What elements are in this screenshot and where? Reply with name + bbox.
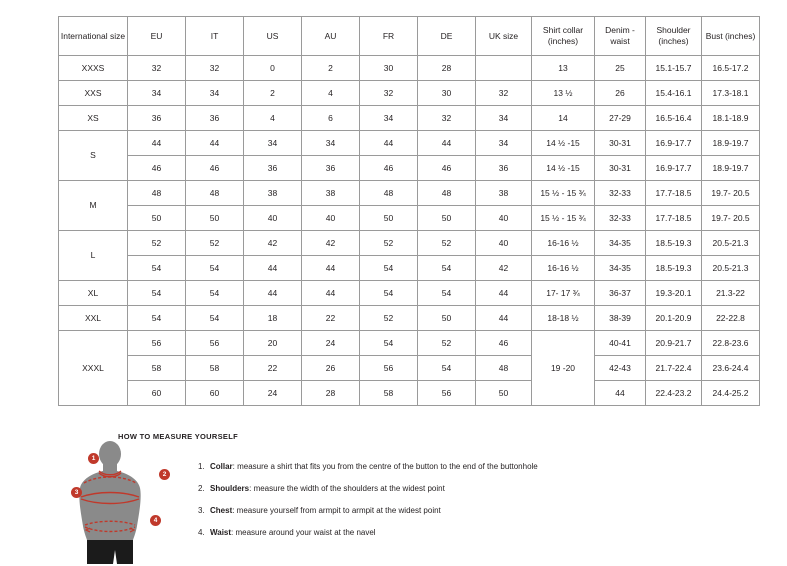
cell-fr: 52 [360,231,418,256]
how-to-measure-list [170,462,730,550]
cell-bust-inches: 22.8-23.6 [702,331,760,356]
cell-au: 4 [302,81,360,106]
column-header-denim-waist: Denim - waist [595,17,646,56]
cell-eu: 36 [128,106,186,131]
cell-denim-waist: 38-39 [595,306,646,331]
cell-international-size: XXS [59,81,128,106]
cell-shirt-collar-inches: 14 ½ -15 [532,156,595,181]
cell-international-size: XL [59,281,128,306]
cell-au: 22 [302,306,360,331]
table-row [59,131,760,156]
list-item-term: Chest [210,506,233,516]
cell-denim-waist: 26 [595,81,646,106]
cell-us: 40 [244,206,302,231]
cell-it: 54 [186,256,244,281]
cell-de: 52 [418,331,476,356]
cell-denim-waist: 30-31 [595,156,646,181]
cell-us: 42 [244,231,302,256]
column-header-fr: FR [360,17,418,56]
cell-uk-size: 38 [476,181,532,206]
cell-shirt-collar-inches: 16-16 ½ [532,256,595,281]
how-to-measure-title: HOW TO MEASURE YOURSELF [118,432,238,441]
cell-denim-waist: 36-37 [595,281,646,306]
cell-it: 52 [186,231,244,256]
cell-shoulder-inches: 15.4-16.1 [646,81,702,106]
cell-de: 52 [418,231,476,256]
cell-uk-size: 32 [476,81,532,106]
cell-fr: 52 [360,306,418,331]
cell-shirt-collar-inches: 18-18 ½ [532,306,595,331]
cell-bust-inches: 17.3-18.1 [702,81,760,106]
column-header-us: US [244,17,302,56]
cell-eu: 54 [128,256,186,281]
cell-bust-inches: 19.7- 20.5 [702,206,760,231]
cell-au: 6 [302,106,360,131]
table-row [59,356,760,381]
column-header-bust: Bust (inches) [702,17,760,56]
cell-shoulder-inches: 17.7-18.5 [646,181,702,206]
cell-shirt-collar-inches: 16-16 ½ [532,231,595,256]
cell-eu: 52 [128,231,186,256]
table-row [59,106,760,131]
cell-international-size: XS [59,106,128,131]
cell-denim-waist: 40-41 [595,331,646,356]
cell-eu: 60 [128,381,186,406]
cell-bust-inches: 19.7- 20.5 [702,181,760,206]
list-item [198,484,730,494]
cell-de: 48 [418,181,476,206]
cell-denim-waist: 32-33 [595,206,646,231]
table-row [59,256,760,281]
cell-uk-size: 48 [476,356,532,381]
cell-shirt-collar-inches: 17- 17 ¾ [532,281,595,306]
cell-denim-waist: 34-35 [595,256,646,281]
list-item-number: 1. [198,462,205,471]
cell-fr: 46 [360,156,418,181]
cell-bust-inches: 18.9-19.7 [702,156,760,181]
cell-fr: 30 [360,56,418,81]
table-header-row [59,17,760,56]
marker-4-waist: 4 [150,515,161,526]
list-item-term: Collar [210,462,233,471]
table-body [59,56,760,406]
cell-de: 32 [418,106,476,131]
cell-international-size: S [59,131,128,181]
cell-us: 38 [244,181,302,206]
cell-au: 2 [302,56,360,81]
column-header-uk-size: UK size [476,17,532,56]
cell-eu: 32 [128,56,186,81]
cell-eu: 48 [128,181,186,206]
cell-international-size: XXXL [59,331,128,406]
cell-de: 44 [418,131,476,156]
cell-shirt-collar-inches: 14 [532,106,595,131]
cell-international-size: XXXS [59,56,128,81]
cell-bust-inches: 22-22.8 [702,306,760,331]
list-item-term: Shoulders [210,484,250,494]
cell-denim-waist: 34-35 [595,231,646,256]
table-row [59,81,760,106]
cell-denim-waist: 30-31 [595,131,646,156]
cell-it: 48 [186,181,244,206]
cell-shoulder-inches: 21.7-22.4 [646,356,702,381]
column-header-eu: EU [128,17,186,56]
marker-2-shoulders: 2 [159,469,170,480]
cell-denim-waist: 32-33 [595,181,646,206]
cell-fr: 44 [360,131,418,156]
cell-it: 34 [186,81,244,106]
cell-de: 28 [418,56,476,81]
cell-bust-inches: 21.3-22 [702,281,760,306]
cell-it: 50 [186,206,244,231]
cell-eu: 56 [128,331,186,356]
cell-au: 28 [302,381,360,406]
cell-it: 46 [186,156,244,181]
cell-us: 44 [244,281,302,306]
cell-us: 36 [244,156,302,181]
cell-shoulder-inches: 16.5-16.4 [646,106,702,131]
table-row [59,181,760,206]
cell-bust-inches: 20.5-21.3 [702,256,760,281]
cell-eu: 54 [128,281,186,306]
cell-bust-inches: 20.5-21.3 [702,231,760,256]
cell-eu: 54 [128,306,186,331]
cell-it: 58 [186,356,244,381]
cell-shoulder-inches: 18.5-19.3 [646,231,702,256]
cell-de: 30 [418,81,476,106]
cell-us: 0 [244,56,302,81]
cell-it: 56 [186,331,244,356]
cell-uk-size: 36 [476,156,532,181]
marker-3-chest: 3 [71,487,82,498]
cell-de: 54 [418,281,476,306]
cell-us: 34 [244,131,302,156]
cell-shoulder-inches: 16.9-17.7 [646,131,702,156]
column-header-de: DE [418,17,476,56]
cell-uk-size: 34 [476,131,532,156]
list-item-text: : measure a shirt that fits you from the centre of the button to the end of the buttonhole [232,462,538,471]
cell-denim-waist: 44 [595,381,646,406]
cell-denim-waist: 42-43 [595,356,646,381]
cell-us: 18 [244,306,302,331]
cell-denim-waist: 27-29 [595,106,646,131]
table-row [59,281,760,306]
cell-eu: 46 [128,156,186,181]
cell-shirt-collar-inches: 13 [532,56,595,81]
cell-uk-size: 50 [476,381,532,406]
cell-eu: 44 [128,131,186,156]
cell-international-size: L [59,231,128,281]
list-item [198,462,730,472]
list-item-text: : measure yourself from armpit to armpit at the widest point [232,506,441,516]
cell-us: 4 [244,106,302,131]
cell-us: 22 [244,356,302,381]
cell-uk-size: 44 [476,306,532,331]
cell-shirt-collar-inches: 15 ½ - 15 ¾ [532,206,595,231]
cell-au: 26 [302,356,360,381]
table-row [59,56,760,81]
cell-bust-inches: 18.1-18.9 [702,106,760,131]
list-item-number: 2. [198,484,205,494]
cell-it: 54 [186,306,244,331]
cell-bust-inches: 18.9-19.7 [702,131,760,156]
cell-uk-size: 42 [476,256,532,281]
cell-fr: 50 [360,206,418,231]
cell-shirt-collar: 19 -20 [532,331,595,406]
cell-au: 44 [302,281,360,306]
size-chart-table [58,16,760,406]
measurement-figure [60,440,170,566]
cell-au: 24 [302,331,360,356]
cell-eu: 34 [128,81,186,106]
table-row [59,206,760,231]
cell-shoulder-inches: 15.1-15.7 [646,56,702,81]
cell-international-size: XXL [59,306,128,331]
cell-fr: 56 [360,356,418,381]
cell-eu: 50 [128,206,186,231]
cell-shirt-collar-inches: 15 ½ - 15 ¾ [532,181,595,206]
cell-au: 34 [302,131,360,156]
cell-fr: 54 [360,256,418,281]
cell-uk-size: 44 [476,281,532,306]
cell-au: 42 [302,231,360,256]
cell-fr: 54 [360,331,418,356]
cell-it: 54 [186,281,244,306]
cell-fr: 54 [360,281,418,306]
list-item [198,506,730,516]
cell-shoulder-inches: 20.9-21.7 [646,331,702,356]
cell-shoulder-inches: 17.7-18.5 [646,206,702,231]
column-header-shirt-collar: Shirt collar (inches) [532,17,595,56]
cell-us: 20 [244,331,302,356]
cell-fr: 58 [360,381,418,406]
list-item-text: : measure the width of the shoulders at the widest point [249,484,445,494]
cell-au: 38 [302,181,360,206]
cell-fr: 32 [360,81,418,106]
cell-it: 32 [186,56,244,81]
cell-de: 50 [418,306,476,331]
table-row [59,156,760,181]
cell-uk-size: 34 [476,106,532,131]
cell-shoulder-inches: 20.1-20.9 [646,306,702,331]
cell-bust-inches: 16.5-17.2 [702,56,760,81]
cell-fr: 48 [360,181,418,206]
cell-shoulder-inches: 16.9-17.7 [646,156,702,181]
table-row [59,331,760,356]
cell-shirt-collar-inches: 14 ½ -15 [532,131,595,156]
cell-it: 36 [186,106,244,131]
cell-au: 36 [302,156,360,181]
cell-eu: 58 [128,356,186,381]
list-item-number: 4. [198,528,205,538]
cell-shoulder-inches: 19.3-20.1 [646,281,702,306]
cell-it: 60 [186,381,244,406]
cell-denim-waist: 25 [595,56,646,81]
list-item-term: Waist [210,528,232,538]
cell-shoulder-inches: 22.4-23.2 [646,381,702,406]
cell-shoulder-inches: 18.5-19.3 [646,256,702,281]
cell-it: 44 [186,131,244,156]
cell-fr: 34 [360,106,418,131]
cell-au: 44 [302,256,360,281]
cell-uk-size: 40 [476,206,532,231]
cell-au: 40 [302,206,360,231]
column-header-international-size: International size [59,17,128,56]
table-row [59,231,760,256]
column-header-au: AU [302,17,360,56]
list-item-number: 3. [198,506,205,516]
cell-bust-inches: 24.4-25.2 [702,381,760,406]
cell-uk-size [476,56,532,81]
cell-uk-size: 40 [476,231,532,256]
cell-international-size: M [59,181,128,231]
cell-de: 46 [418,156,476,181]
cell-uk-size: 46 [476,331,532,356]
cell-de: 54 [418,356,476,381]
cell-shirt-collar-inches: 13 ½ [532,81,595,106]
list-item [198,528,730,538]
cell-de: 54 [418,256,476,281]
table-row [59,381,760,406]
cell-us: 24 [244,381,302,406]
cell-us: 44 [244,256,302,281]
list-item-text: : measure around your waist at the navel [231,528,376,538]
torso-illustration [60,440,170,566]
column-header-it: IT [186,17,244,56]
cell-bust-inches: 23.6-24.4 [702,356,760,381]
table-row [59,306,760,331]
cell-us: 2 [244,81,302,106]
cell-de: 50 [418,206,476,231]
cell-de: 56 [418,381,476,406]
column-header-shoulder: Shoulder (inches) [646,17,702,56]
marker-1-collar: 1 [88,453,99,464]
